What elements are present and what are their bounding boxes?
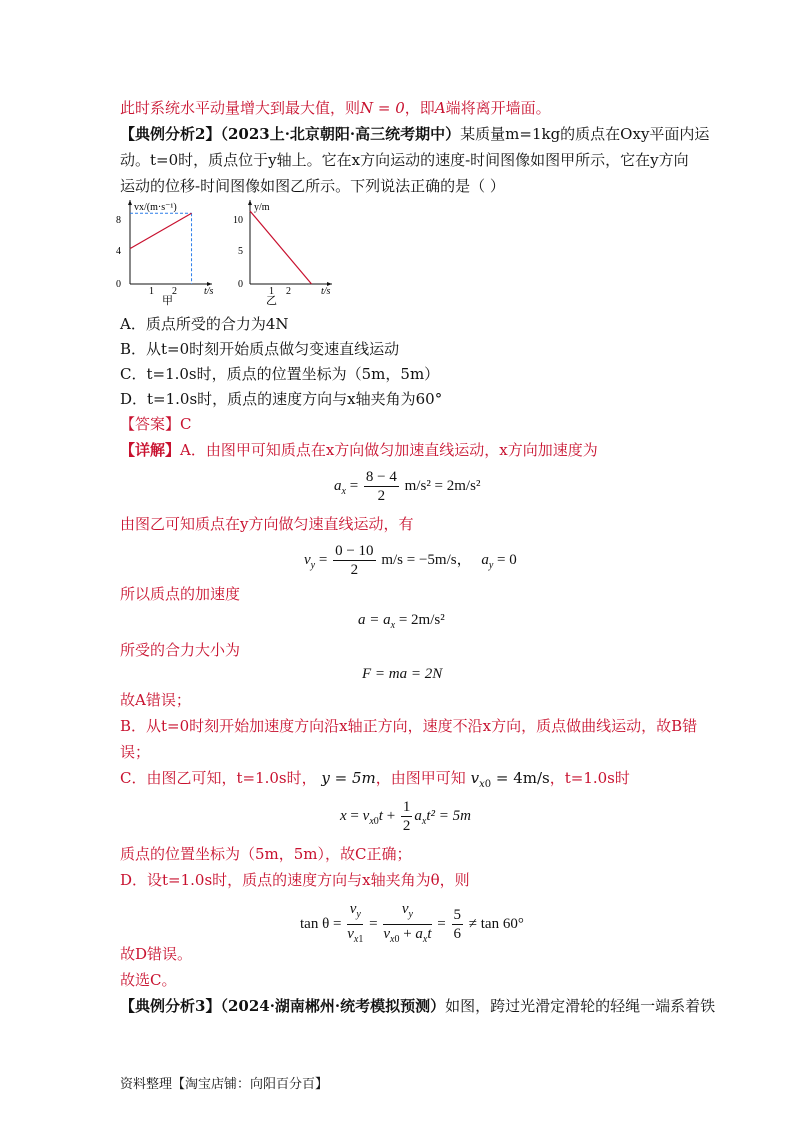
solution-c-end: ，t=1.0s时 [549,769,630,787]
jia-ytick-8: 8 [116,215,121,226]
solution-acc-intro: 所以质点的加速度 [120,585,241,603]
yi-y-arrow [248,200,252,205]
example3-text: 如图，跨过光滑定滑轮的轻绳一端系着铁 [445,997,716,1015]
solution-choose: 故选C。 [120,971,177,989]
solution-c-conclusion: 质点的位置坐标为（5m，5m），故C正确； [120,845,412,863]
option-d: D．t=1.0s时，质点的速度方向与x轴夹角为60° [120,390,443,408]
yi-ytick-5: 5 [238,246,243,257]
jia-y-arrow [128,200,132,205]
solution-a-intro-text: A．由图甲可知质点在x方向做匀加速直线运动，x方向加速度为 [180,441,598,459]
top-line-text-a: 此时系统水平动量增大到最大值，则 [120,99,361,117]
solution-c-v: = 4m/s [495,769,550,787]
solution-a-intro [120,440,598,460]
eq-x-fraction: $\frac{1}{2}$ [402,799,411,834]
example2-title: 【典例分析2】 [120,125,221,143]
eq-vy-den: 2 [350,562,359,578]
eq-ax-den: 2 [377,488,386,504]
solution-a-wrong: 故A错误； [120,691,191,709]
example2-source: （2023上·北京朝阳·高三统考期中） [220,125,461,143]
footer-credit: 资料整理【淘宝店铺：向阳百分百】 [120,1077,329,1092]
eq-force-text: F = ma = 2N [362,666,443,682]
eq-ax-lhs: a [334,477,342,494]
solution-force-intro: 所受的合力大小为 [120,641,241,659]
solution-b-line2: 误； [120,743,151,761]
example2-line3: 运动的位移-时间图像如图乙所示。下列说法正确的是（ ） [120,177,505,195]
eq-tan-rhs: ≠ tan 60° [468,915,524,932]
eq-a-lhs: a = a [358,612,391,628]
jia-caption: 甲 [162,295,173,307]
graph-jia [116,200,214,307]
eq-vy: $v_y$ = $\frac{0 - 10}{2}$ m/s = −5m/s， $a_y = 0$ [304,543,517,578]
eq-ax: $a_x$ = $\frac{8 - 4}{2}$ m/s² = 2m/s² [334,469,481,504]
example2-question-1: 某质量m=1kg的质点在Oxy平面内运 [460,125,710,143]
solution-y-intro: 由图乙可知质点在y方向做匀速直线运动，有 [120,515,414,533]
eq-x-tail: t² = 5m [426,807,471,824]
example2-line2: 动。t=0时，质点位于y轴上。它在x方向运动的速度-时间图像如图甲所示，它在y方向 [120,151,689,169]
jia-x-label: t/s [204,286,214,297]
eq-a-rhs: = 2m/s² [398,612,445,628]
yi-x-label: t/s [321,286,331,297]
eq-ay: = 0 [497,551,517,568]
eq-vy-fraction [333,542,375,579]
option-a: A．质点所受的合力为4N [120,315,289,333]
jia-xtick-1: 1 [149,286,154,297]
top-line-a: A [434,99,446,117]
top-line-text-b: ，即 [404,99,435,117]
eq-vy-num: 0 − 10 [335,543,374,559]
eq-a: $a = a_x = 2m/s^2$ [358,612,445,631]
solution-b-line1: B．从t=0时刻开始加速度方向沿x轴正方向，速度不沿x方向，质点做曲线运动，故B错 [120,717,698,735]
solution-d-line: D．设t=1.0s时，质点的速度方向与x轴夹角为θ，则 [120,871,470,889]
eq-x: $x = v_{x0}t$ + $\frac{1}{2}$ $a_xt^2 = 5m$ [340,799,471,834]
jia-series-line [130,213,192,248]
option-c: C．t=1.0s时，质点的位置坐标为（5m，5m） [120,365,440,383]
eq-ax-num: 8 − 4 [365,469,397,485]
jia-xtick-2: 2 [172,286,177,297]
eq-tan: tan θ = $\frac{v_y}{v_{x1}}$ = $\frac{v_y}{v_{x0} + a_xt}$ = $\frac{5}{6}$ ≠ tan 60° [300,901,524,945]
graph-yi [233,200,332,307]
jia-ytick-0: 0 [116,279,121,290]
solution-d-wrong: 故D错误。 [120,945,193,963]
eq-ax-rhs: m/s² = 2m/s² [404,477,481,494]
solution-c-text: C．由图乙可知，t=1.0s时， [120,769,317,787]
top-line-eq: N = 0 [360,99,405,117]
top-line [120,98,551,118]
option-b: B．从t=0时刻开始质点做匀变速直线运动 [120,340,400,358]
solution-c-y: y = 5m [321,769,376,787]
eq-force [362,664,442,684]
detail-title: 【详解】 [120,441,181,459]
example3-line [120,996,715,1016]
yi-ytick-0: 0 [238,279,243,290]
answer: 【答案】C [120,415,192,433]
solution-c-line: C．由图乙可知，t=1.0s时， y = 5m，由图甲可知 $v_{x0} = 4m/s$，t=1.0s时 [120,769,630,790]
example3-title: 【典例分析3】 [120,997,221,1015]
yi-caption: 乙 [266,295,277,307]
example2-line1 [120,124,709,144]
yi-series-line [250,211,312,284]
yi-y-label: y/m [254,202,270,213]
graphs-figure [116,196,356,308]
eq-vy-rhs: m/s = −5m/s [381,551,457,568]
eq-tan-lhs: tan θ = [300,915,342,932]
yi-xtick-2: 2 [286,286,291,297]
example3-source: （2024·湖南郴州·统考模拟预测） [220,997,446,1015]
yi-ytick-10: 10 [233,215,243,226]
solution-c-mid: ，由图甲可知 [375,769,466,787]
jia-y-label: vx/(m·s⁻¹) [134,202,177,213]
jia-ytick-4: 4 [116,246,121,257]
eq-ax-fraction [364,468,399,505]
top-line-text-c: 端将离开墙面。 [445,99,551,117]
yi-xtick-1: 1 [269,286,274,297]
